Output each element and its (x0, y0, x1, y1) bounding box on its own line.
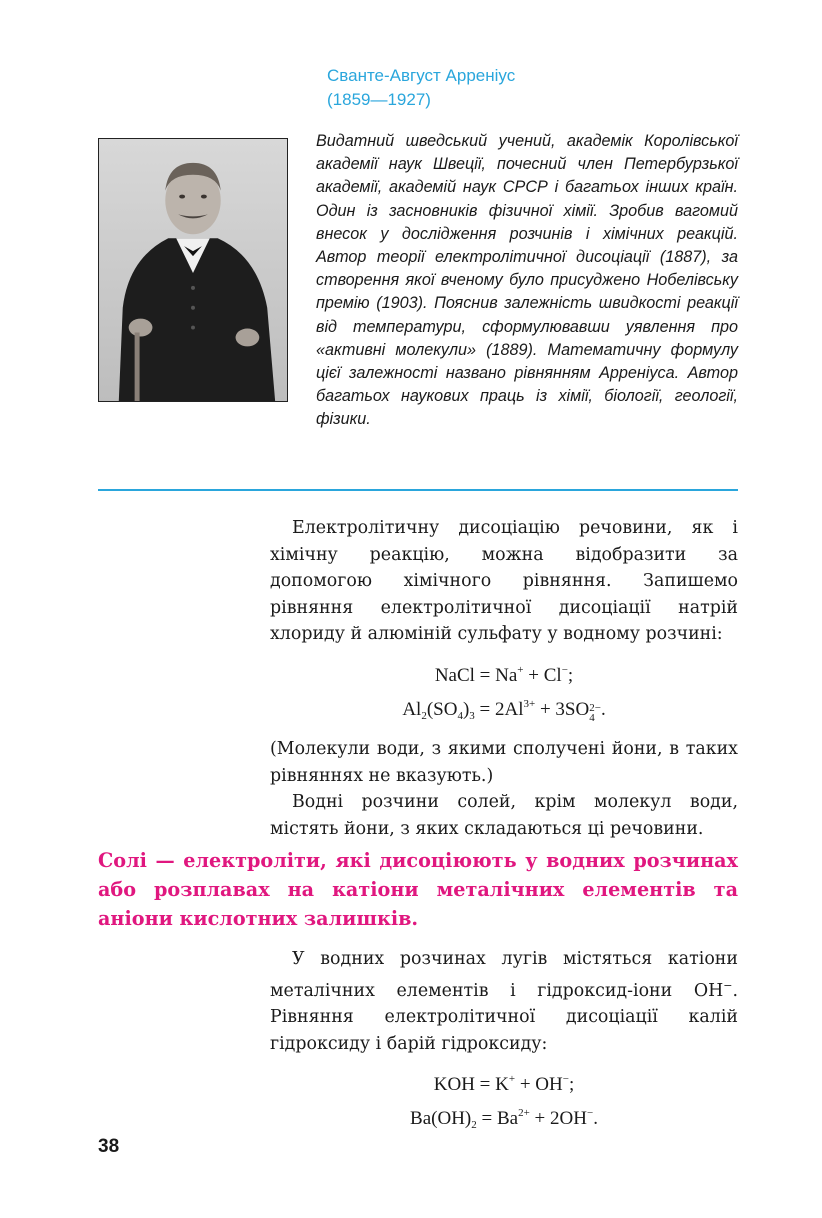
equation-al2so43 (270, 690, 738, 730)
section-divider (98, 489, 738, 491)
eq-al-s2: 4 (457, 709, 463, 722)
eq-koh-p2: − (562, 1073, 569, 1086)
bio-years: (1859—1927) (327, 90, 431, 109)
bio-name-line1: Сванте-Август Арреніус (327, 66, 516, 85)
eq-al-supsub (589, 703, 601, 723)
eq-nacl-end: ; (567, 664, 574, 686)
eq-koh-b: + OH (515, 1074, 563, 1096)
eq-nacl-lhs: NaCl = Na (434, 664, 518, 686)
eq-nacl-sup2: − (561, 663, 568, 676)
eq-koh-p1: + (508, 1073, 516, 1086)
equation-koh (270, 1065, 738, 1099)
bio-description: Видатний шведський учений, академік Королівської академії наук Швеції, почесний член Петербурзької академії, академій наук СРСР і багатьох інших країн. Один із засновників фізичної хімії. Зробив вагомий внесок у дослідження розчинів і хімічних реакцій. Автор теорії електролітичної дисоціації (1887), за створення якої вченому було присуджено Нобелівську премію (1903). Пояснив залежність швидкості реакції від температури, сформулювавши уявлення про «активні молекули» (1889). Математичну формулу цієї залежності названо рівнянням Арреніуса. Автор багатьох наукових праць із хімії, біології, геології, фізики. (316, 132, 738, 429)
eq-koh-a: KOH = K (433, 1074, 509, 1096)
eq-al-c: ) (462, 698, 470, 720)
eq-ba-end: . (593, 1108, 598, 1130)
eq-ba-p2: − (586, 1107, 594, 1120)
equation-baoh2 (270, 1099, 738, 1139)
eq-koh-end: ; (568, 1074, 575, 1096)
section2 (270, 946, 738, 1139)
eq-nacl-sup1: + (517, 663, 524, 676)
bio-name (327, 64, 515, 112)
alkali-text-b: . Рівняння електролітичної дисоціації калій гідроксиду і барій гідроксиду: (270, 980, 738, 1054)
eq-nacl-mid: + Cl (523, 664, 562, 686)
eq-al-s1: 2 (421, 709, 427, 722)
alkali-text-a: У водних розчинах лугів містяться катіони металічних елементів і гідроксид-іони OH (270, 949, 738, 1001)
eq-al-e: + 3SO (535, 698, 590, 720)
eq-ba-b: = Ba (476, 1108, 519, 1130)
eq-ba-p1: 2+ (518, 1107, 530, 1120)
page-number: 38 (98, 1136, 120, 1157)
paragraph-intro: Електролітичну дисоціацію речовини, як і хімічну реакцію, можна відобразити за допомогою хімічного рівняння. Запишемо рівняння електролітичної дисоціації натрій хлориду й алюміній сульфату у водному розчині: (270, 518, 738, 645)
alkali-sup: − (723, 978, 733, 992)
eq-ba-s1: 2 (471, 1119, 477, 1132)
equation-nacl (270, 656, 738, 690)
eq-al-s3: 3 (469, 709, 475, 722)
portrait-photo (98, 138, 288, 402)
portrait-image (99, 139, 287, 401)
eq-al-d: = 2Al (474, 698, 524, 720)
eq-al-p2: 2− (589, 701, 601, 714)
paragraph-salts: Водні розчини солей, крім молекул води, містять йони, з яких складаються ці речовини. (270, 792, 738, 839)
eq-ba-c: + 2OH (529, 1108, 587, 1130)
eq-al-a: Al (402, 698, 422, 720)
section1 (270, 515, 738, 842)
eq-al-end: . (600, 698, 606, 720)
salt-definition: Солі — електроліти, які дисоціюють у водних розчинах або розплавах на катіони металічних елементів та аніони кислотних залишків. (98, 849, 738, 930)
paragraph-note: (Молекули води, з якими сполучені йони, в таких рівняннях не вказують.) (270, 738, 738, 786)
eq-ba-a: Ba(OH) (410, 1108, 472, 1130)
eq-al-s4: 4 (589, 711, 595, 724)
eq-al-b: (SO (426, 698, 458, 720)
paragraph-alkali (270, 946, 738, 1057)
eq-al-p1: 3+ (523, 697, 536, 710)
